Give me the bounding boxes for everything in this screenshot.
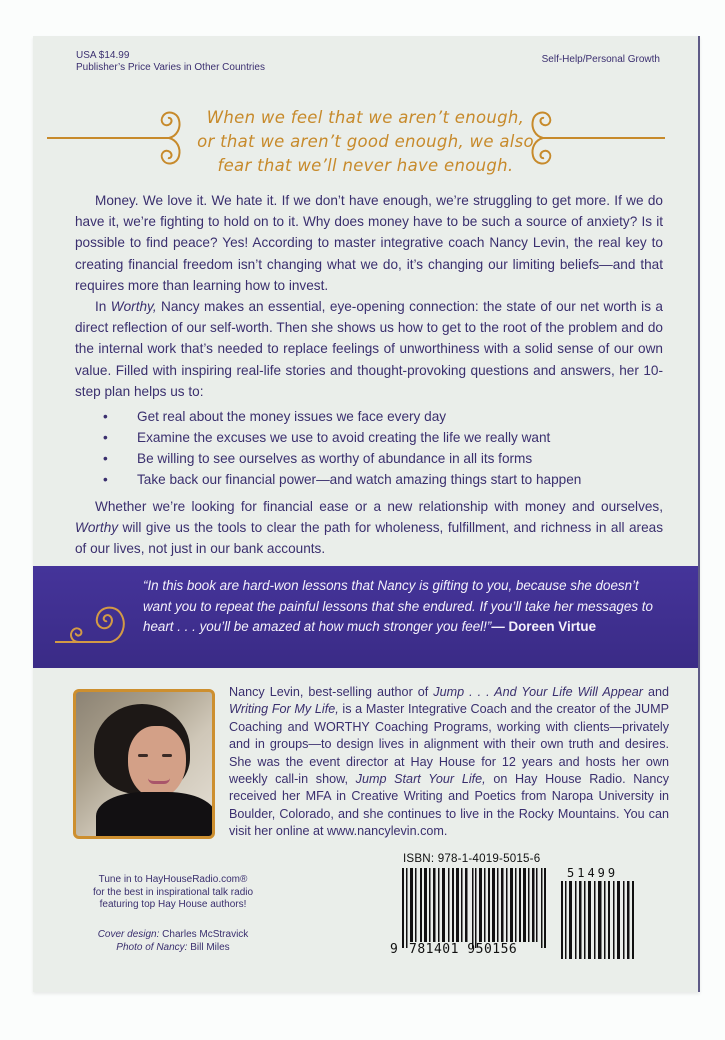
price-note: Publisher’s Price Varies in Other Countries <box>76 62 265 73</box>
testimonial-quote: “In this book are hard-won lessons that Nancy is gifting to you, because she doesn’t want you to repeat the painful lessons that she endured. If you’ll take her messages to heart . . . you’ll be amazed at how much stronger you feel!”— Doreen Virtue <box>143 578 653 635</box>
description-paragraph-3: Whether we’re looking for financial ease or a new relationship with money and ourselves, Worthy will give us the tools to clear the path for wholeness, fulfillment, and richness in all areas of our lives, not just in our bank accounts. <box>75 499 663 557</box>
spiral-flourish-icon <box>53 600 129 650</box>
epigraph <box>33 98 700 178</box>
testimonial-dash: — <box>491 619 505 635</box>
credits <box>73 929 273 954</box>
barcode-leading-digit: 9 <box>390 942 398 957</box>
benefit-list <box>75 406 663 490</box>
right-flourish-icon <box>517 106 667 170</box>
description <box>75 190 663 560</box>
barcode-addon-digits: 51499 <box>567 866 619 880</box>
epigraph-line: When we feel that we aren’t enough, <box>206 108 525 127</box>
category-label: Self-Help/Personal Growth <box>541 54 660 65</box>
show-title: Jump Start Your Life, <box>355 772 486 787</box>
bullet-icon: • <box>103 472 108 488</box>
cover-credit: Cover design: Charles McStravick <box>97 929 249 940</box>
price-block <box>76 50 265 74</box>
book-title: Worthy <box>75 520 119 536</box>
bullet-icon: • <box>103 430 108 446</box>
testimonial-author: Doreen Virtue <box>504 619 597 635</box>
barcode-icon <box>402 868 550 948</box>
epigraph-text <box>193 106 538 178</box>
book-title: Worthy, <box>110 299 157 315</box>
price: USA $14.99 <box>76 50 130 61</box>
list-item: • Take back our financial power—and watch amazing things start to happen <box>75 469 663 490</box>
book-back-cover <box>33 36 700 992</box>
book-title: Writing For My Life, <box>229 702 339 717</box>
description-paragraph-1: Money. We love it. We hate it. If we don’t have enough, we’re struggling to get more. If we do have it, we’re fighting to hold on to it. Why does money have to be such a source of anxiety? Is it possible to find peace? Yes! According to master integrative coach Nancy Levin, the real key to creating financial freedom isn’t changing what we do, it’s changing our limiting beliefs—and that requires more than learning how to invest. <box>75 193 663 293</box>
epigraph-line: fear that we’ll never have enough. <box>217 156 514 175</box>
book-title: Jump . . . And Your Life Will Appear <box>433 685 643 699</box>
description-paragraph-2: In Worthy, Nancy makes an essential, eye-opening connection: the state of our net worth is a direct reflection of our self-worth. Then she shows us how to get to the root of the problem and do the internal work that’s needed to replace feelings of unworthiness with a solid sense of our own value. Filled with inspiring real-life stories and thought-provoking questions and answers, her 10-step plan helps us to: <box>75 299 663 399</box>
barcode-digits: 781401 950156 <box>409 942 518 957</box>
barcode-addon-icon <box>561 881 637 959</box>
list-item: • Examine the excuses we use to avoid creating the life we really want <box>75 427 663 448</box>
photo-credit: Photo of Nancy: Bill Miles <box>116 941 230 953</box>
bullet-icon: • <box>103 451 108 467</box>
left-flourish-icon <box>45 106 195 170</box>
author-bio: Nancy Levin, best-selling author of Jump . . . And Your Life Will Appear and Writing For My Life, is a Master Integrative Coach and the creator of the JUMP Coaching and WORTHY Coaching Programs, working with clients—privately and in groups—to design lives in alignment with their own truth and desires. She was the event director at Hay House for 12 years and hosts her own weekly call-in show, Jump Start Your Life, on Hay House Radio. Nancy received her MFA in Creative Writing and Poetics from Naropa University in Boulder, Colorado, and she continues to live in the Rocky Mountains. You can visit her online at www.nancylevin.com. <box>229 685 669 839</box>
list-item: • Be willing to see ourselves as worthy of abundance in all its forms <box>75 448 663 469</box>
radio-promo: Tune in to HayHouseRadio.com® for the best in inspirational talk radio featuring top Hay House authors! <box>92 874 254 910</box>
list-item: • Get real about the money issues we face every day <box>75 406 663 427</box>
author-photo <box>73 689 215 839</box>
isbn-label: ISBN: 978-1-4019-5015-6 <box>403 852 541 865</box>
testimonial-banner <box>33 566 698 668</box>
bullet-icon: • <box>103 409 108 425</box>
epigraph-line: or that we aren’t good enough, we also <box>197 132 534 151</box>
